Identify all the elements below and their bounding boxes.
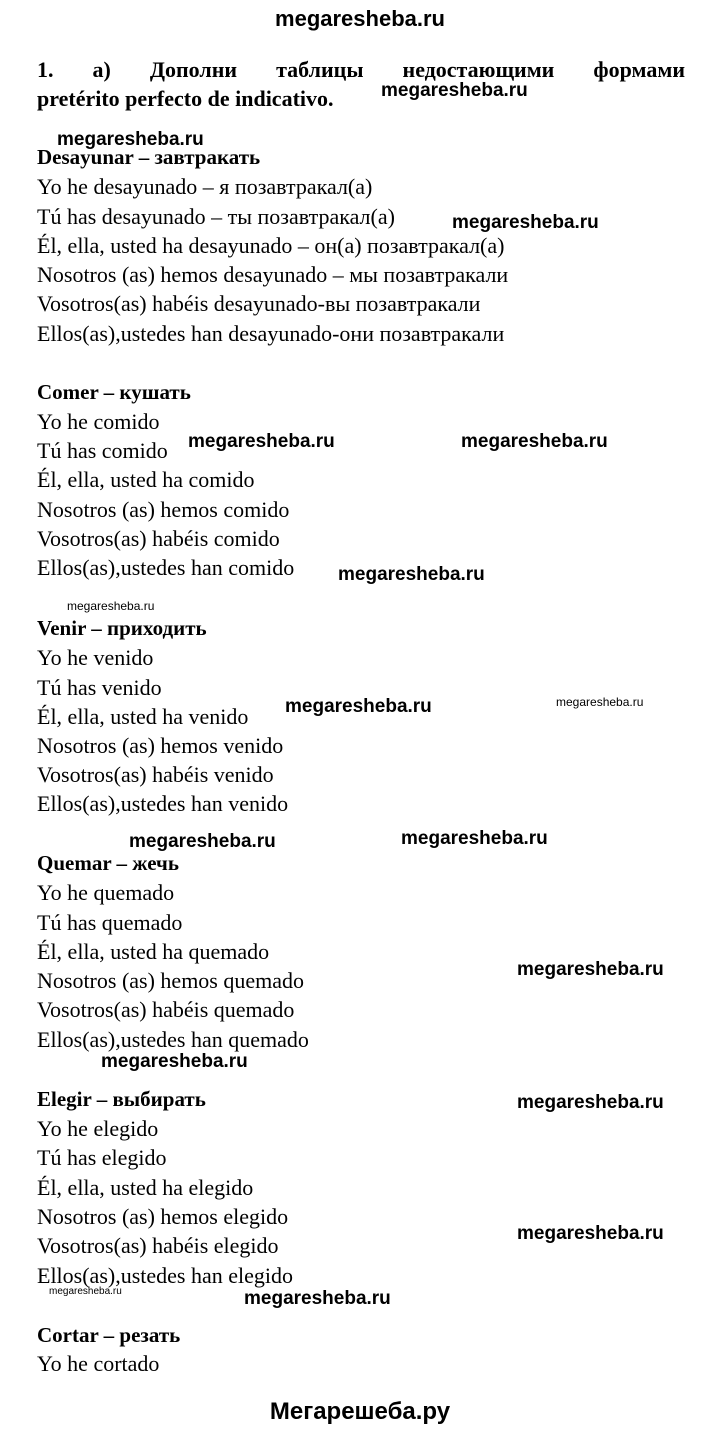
watermark: megaresheba.ru <box>401 828 548 849</box>
conjugation-line: Él, ella, usted ha elegido <box>37 1175 254 1200</box>
watermark: megaresheba.ru <box>381 80 528 101</box>
conjugation-line: Ellos(as),ustedes han quemado <box>37 1027 309 1052</box>
conjugation-line: Nosotros (as) hemos elegido <box>37 1204 289 1229</box>
conjugation-line: Ellos(as),ustedes han venido <box>37 791 289 816</box>
conjugation-line: Yo he quemado <box>37 880 175 905</box>
conjugation-line: Tú has elegido <box>37 1145 167 1170</box>
conjugation-line: Yo he cortado <box>37 1351 160 1376</box>
watermark: megaresheba.ru <box>517 1092 664 1113</box>
conjugation-line: Él, ella, usted ha quemado <box>37 939 270 964</box>
section-title-elegir: Elegir – выбирать <box>37 1087 206 1111</box>
section-title-quemar: Quemar – жечь <box>37 851 179 875</box>
conjugation-line: Vosotros(as) habéis quemado <box>37 997 295 1022</box>
task-subtitle: pretérito perfecto de indicativo. <box>37 86 334 111</box>
watermark: megaresheba.ru <box>188 431 335 452</box>
section-title-cortar: Cortar – резать <box>37 1323 181 1347</box>
section-title-comer: Comer – кушать <box>37 380 191 404</box>
conjugation-line: Ellos(as),ustedes han elegido <box>37 1263 293 1288</box>
watermark: megaresheba.ru <box>338 564 485 585</box>
watermark: megaresheba.ru <box>517 959 664 980</box>
task-title: 1. а) Дополни таблицы недостающими формами <box>37 57 685 82</box>
watermark: megaresheba.ru <box>101 1051 248 1072</box>
watermark: megaresheba.ru <box>49 1286 122 1297</box>
conjugation-line: Yo he venido <box>37 645 154 670</box>
conjugation-line: Yo he elegido <box>37 1116 159 1141</box>
watermark: megaresheba.ru <box>452 212 599 233</box>
conjugation-line: Yo he comido <box>37 409 160 434</box>
conjugation-line: Vosotros(as) habéis elegido <box>37 1233 279 1258</box>
watermark: megaresheba.ru <box>285 696 432 717</box>
site-footer: Мегарешеба.ру <box>269 1398 451 1425</box>
conjugation-line: Vosotros(as) habéis venido <box>37 762 274 787</box>
conjugation-line: Tú has desayunado – ты позавтракал(а) <box>37 204 395 229</box>
section-title-desayunar: Desayunar – завтракать <box>37 145 261 169</box>
conjugation-line: Vosotros(as) habéis comido <box>37 526 280 551</box>
section-title-venir: Venir – приходить <box>37 616 207 640</box>
watermark: megaresheba.ru <box>67 599 155 613</box>
conjugation-line: Nosotros (as) hemos quemado <box>37 968 305 993</box>
conjugation-line: Tú has comido <box>37 438 168 463</box>
conjugation-line: Él, ella, usted ha venido <box>37 704 249 729</box>
conjugation-line: Él, ella, usted ha desayunado – он(а) позавтракал(а) <box>37 233 505 258</box>
conjugation-line: Vosotros(as) habéis desayunado-вы позавтракали <box>37 291 481 316</box>
conjugation-line: Tú has quemado <box>37 910 183 935</box>
conjugation-line: Ellos(as),ustedes han desayunado-они позавтракали <box>37 321 505 346</box>
conjugation-line: Yo he desayunado – я позавтракал(а) <box>37 174 373 199</box>
watermark: megaresheba.ru <box>556 695 644 709</box>
conjugation-line: Tú has venido <box>37 675 162 700</box>
watermark: megaresheba.ru <box>129 831 276 852</box>
conjugation-line: Él, ella, usted ha comido <box>37 467 255 492</box>
conjugation-line: Nosotros (as) hemos comido <box>37 497 290 522</box>
watermark: megaresheba.ru <box>244 1288 391 1309</box>
watermark: megaresheba.ru <box>57 129 204 150</box>
conjugation-line: Nosotros (as) hemos desayunado – мы позавтракали <box>37 262 509 287</box>
conjugation-line: Nosotros (as) hemos venido <box>37 733 284 758</box>
watermark: megaresheba.ru <box>461 431 608 452</box>
watermark: megaresheba.ru <box>517 1223 664 1244</box>
conjugation-line: Ellos(as),ustedes han comido <box>37 555 295 580</box>
site-header: megaresheba.ru <box>275 6 445 31</box>
